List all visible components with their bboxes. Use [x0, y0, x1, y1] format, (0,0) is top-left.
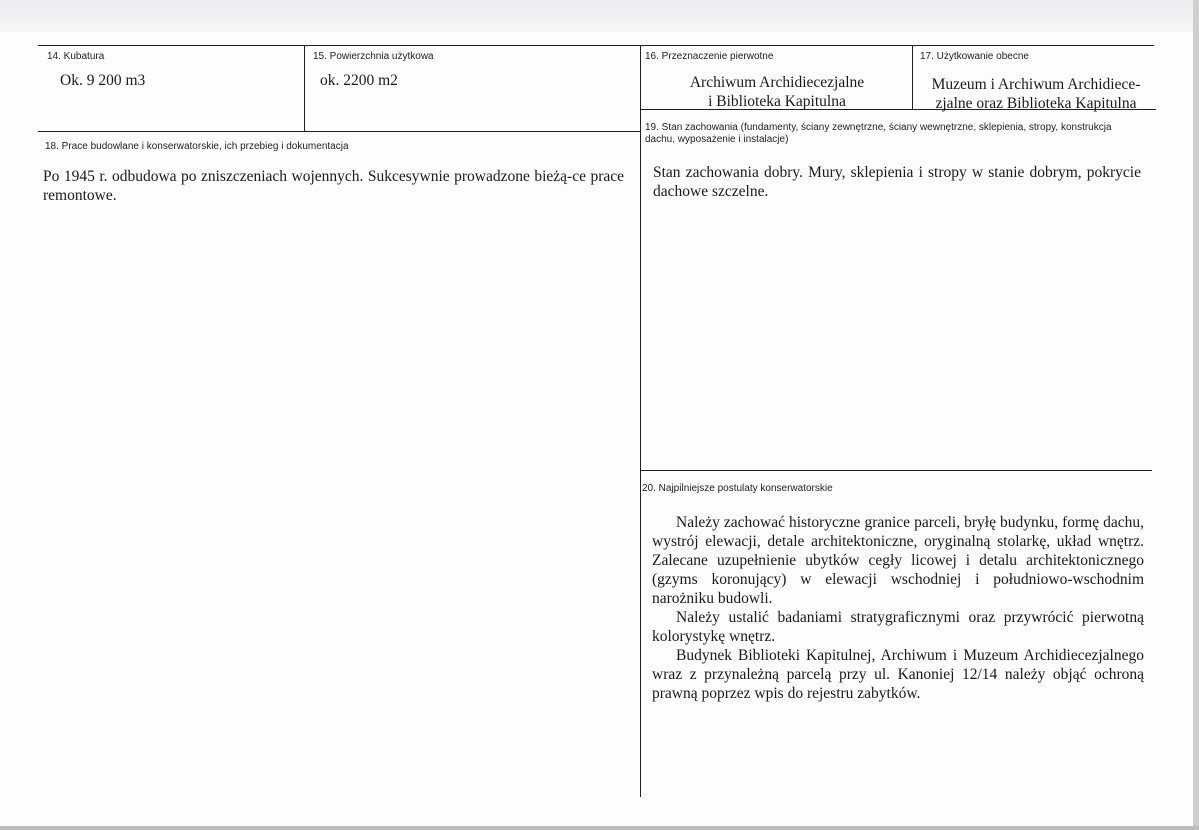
field-17-value-line2: zjalne oraz Biblioteka Kapitulna	[935, 95, 1137, 112]
field-19-label: 19. Stan zachowania (fundamenty, ściany zewnętrzne, ściany wewnętrzne, sklepienia, stropy, konstrukcja dachu, wyposażenie i instalacje)	[645, 122, 1112, 145]
field-16-value-line1: Archiwum Archidiecezjalne	[689, 74, 865, 91]
top-rule	[38, 45, 1154, 46]
field-16-value	[646, 73, 908, 111]
rule-20	[640, 470, 1152, 471]
divider-14-15	[304, 45, 305, 131]
field-16-label: 16. Przeznaczenie pierwotne	[645, 51, 774, 62]
divider-16-17	[912, 45, 913, 109]
field-19-value: Stan zachowania dobry. Mury, sklepienia i stropy w stanie dobrym, pokrycie dachowe szczelne.	[653, 164, 1141, 200]
scan-right-edge	[1193, 0, 1199, 830]
field-20-paragraph: Należy ustalić badaniami stratygraficznymi oraz przywrócić pierwotną kolorystykę wnętrz.	[652, 609, 1144, 645]
field-20-paragraph: Budynek Biblioteki Kapitulnej, Archiwum i Muzeum Archidiecezjalnego wraz z przynależną parcelą przy ul. Kanoniej 12/14 należy objąć ochroną prawną poprzez wpis do rejestru zabytków.	[652, 647, 1144, 702]
field-18-label: 18. Prace budowlane i konserwatorskie, ich przebieg i dokumentacja	[45, 141, 349, 152]
field-20-paragraph: Należy zachować historyczne granice parceli, bryłę budynku, formę dachu, wystrój elewacji, detale architektoniczne, oryginalną stolarkę, układ wnętrz. Zalecane uzupełnienie ubytków cegły licowej i detalu architektonicznego (gzyms koronujący) w elewacji wschodniej i południowo-wschodnim narożniku budowli.	[652, 514, 1144, 607]
field-17-value-line1: Muzeum i Archiwum Archidiece-	[931, 76, 1141, 93]
field-20-label: 20. Najpilniejsze postulaty konserwatorskie	[642, 483, 833, 494]
rule-18	[38, 131, 640, 132]
field-20-value	[652, 513, 1144, 703]
scan-bottom-edge	[0, 826, 1199, 830]
field-14-value: Ok. 9 200 m3	[60, 72, 146, 89]
field-14-label: 14. Kubatura	[47, 51, 105, 62]
field-17-value	[916, 75, 1156, 113]
field-16-value-line2: i Biblioteka Kapitulna	[708, 93, 846, 110]
field-15-value: ok. 2200 m2	[320, 72, 398, 89]
field-18-value: Po 1945 r. odbudowa po zniszczeniach wojennych. Sukcesywnie prowadzone bieżą-ce prace remontowe.	[43, 168, 624, 204]
field-17-label: 17. Użytkowanie obecne	[920, 51, 1029, 62]
field-15-label: 15. Powierzchnia użytkowa	[313, 51, 434, 62]
scan-top-shade	[0, 0, 1199, 32]
main-divider	[640, 45, 641, 797]
